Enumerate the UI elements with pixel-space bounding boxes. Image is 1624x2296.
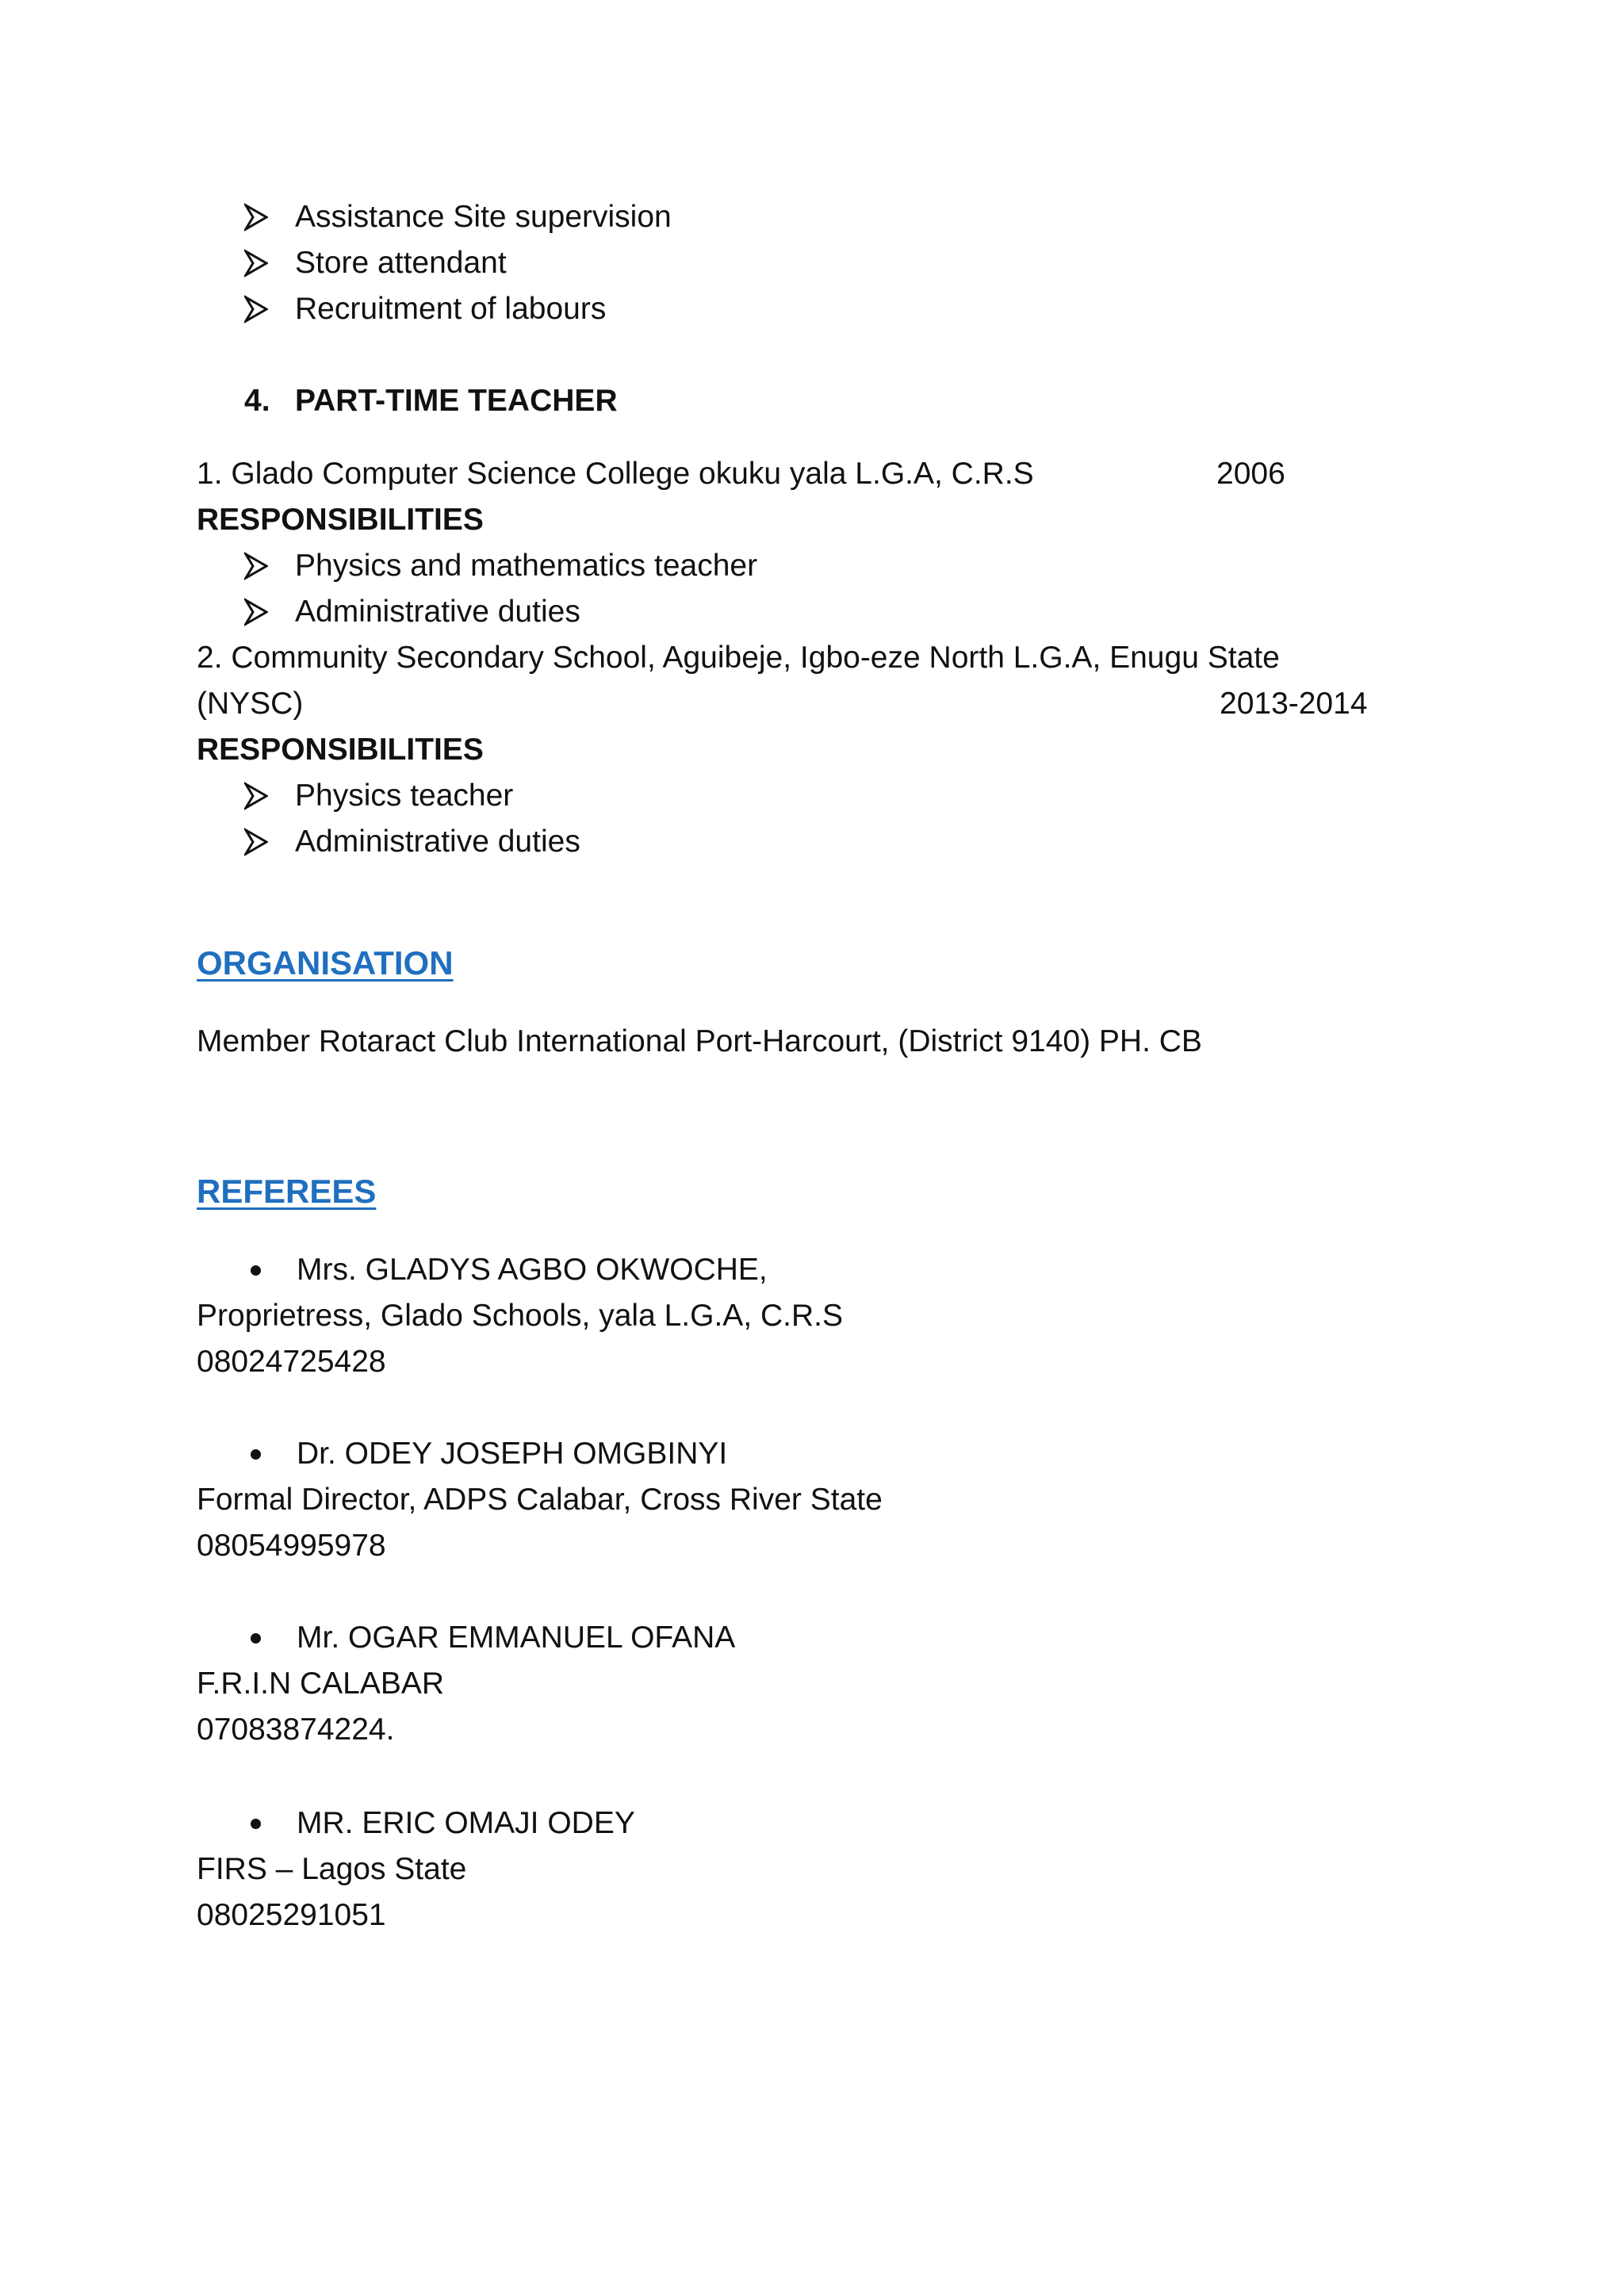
bullet-icon [251, 1265, 261, 1276]
list-item-text: Administrative duties [295, 825, 580, 859]
arrow-bullet-icon [244, 203, 268, 232]
referees-heading[interactable]: REFEREES [197, 1173, 377, 1210]
entry-2-year: 2013-2014 [1220, 687, 1368, 721]
referee-position: FIRS – Lagos State [197, 1852, 467, 1886]
referee-name: Dr. ODEY JOSEPH OMGBINYI [297, 1437, 728, 1471]
bullet-icon [251, 1449, 261, 1460]
list-item [244, 198, 672, 236]
list-item [244, 290, 606, 328]
arrow-bullet-icon [244, 552, 268, 580]
list-item-text: Recruitment of labours [295, 292, 607, 326]
referee-name-item [244, 1435, 727, 1473]
arrow-bullet-icon [244, 598, 268, 626]
list-item-text: Store attendant [295, 246, 507, 280]
arrow-bullet-icon [244, 828, 268, 856]
organisation-text: Member Rotaract Club International Port-Harcourt, (District 9140) PH. CB [197, 1024, 1202, 1058]
referee-name: Mr. OGAR EMMANUEL OFANA [297, 1621, 736, 1655]
referee-position: F.R.I.N CALABAR [197, 1667, 445, 1701]
list-item-text: Administrative duties [295, 595, 580, 629]
entry-2-text: 2. Community Secondary School, Aguibeje, Igbo-eze North L.G.A, Enugu State [197, 641, 1280, 675]
referee-name-item [244, 1251, 768, 1289]
list-item [244, 593, 580, 631]
entry-1-responsibilities-label: RESPONSIBILITIES [197, 503, 484, 537]
list-item-text: Assistance Site supervision [295, 200, 672, 234]
referee-name-item [244, 1804, 635, 1843]
list-item [244, 244, 507, 282]
arrow-bullet-icon [244, 249, 268, 277]
referee-phone: 08024725428 [197, 1345, 386, 1379]
section-number: 4. [244, 384, 270, 418]
referee-phone: 08054995978 [197, 1529, 386, 1563]
bullet-icon [251, 1633, 261, 1644]
section-heading-part-time-teacher [244, 382, 618, 420]
organisation-heading[interactable]: ORGANISATION [197, 944, 454, 982]
list-item-text: Physics teacher [295, 779, 514, 813]
list-item-text: Physics and mathematics teacher [295, 549, 758, 583]
arrow-bullet-icon [244, 782, 268, 810]
entry-2-text-line2: (NYSC) [197, 687, 304, 721]
entry-1-text: 1. Glado Computer Science College okuku yala L.G.A, C.R.S [197, 457, 1034, 491]
entry-1-year: 2006 [1216, 457, 1285, 491]
list-item [244, 823, 580, 861]
referee-name: Mrs. GLADYS AGBO OKWOCHE, [297, 1253, 768, 1287]
referee-position: Proprietress, Glado Schools, yala L.G.A, C.R.S [197, 1299, 844, 1333]
referee-phone: 07083874224. [197, 1712, 395, 1747]
list-item [244, 777, 513, 815]
entry-2-responsibilities-label: RESPONSIBILITIES [197, 733, 484, 767]
referee-name: MR. ERIC OMAJI ODEY [297, 1806, 635, 1840]
section-title: PART-TIME TEACHER [295, 384, 618, 418]
bullet-icon [251, 1819, 261, 1829]
arrow-bullet-icon [244, 295, 268, 323]
referee-position: Formal Director, ADPS Calabar, Cross River State [197, 1483, 883, 1517]
list-item [244, 547, 757, 585]
referee-phone: 08025291051 [197, 1898, 386, 1932]
referee-name-item [244, 1619, 735, 1657]
